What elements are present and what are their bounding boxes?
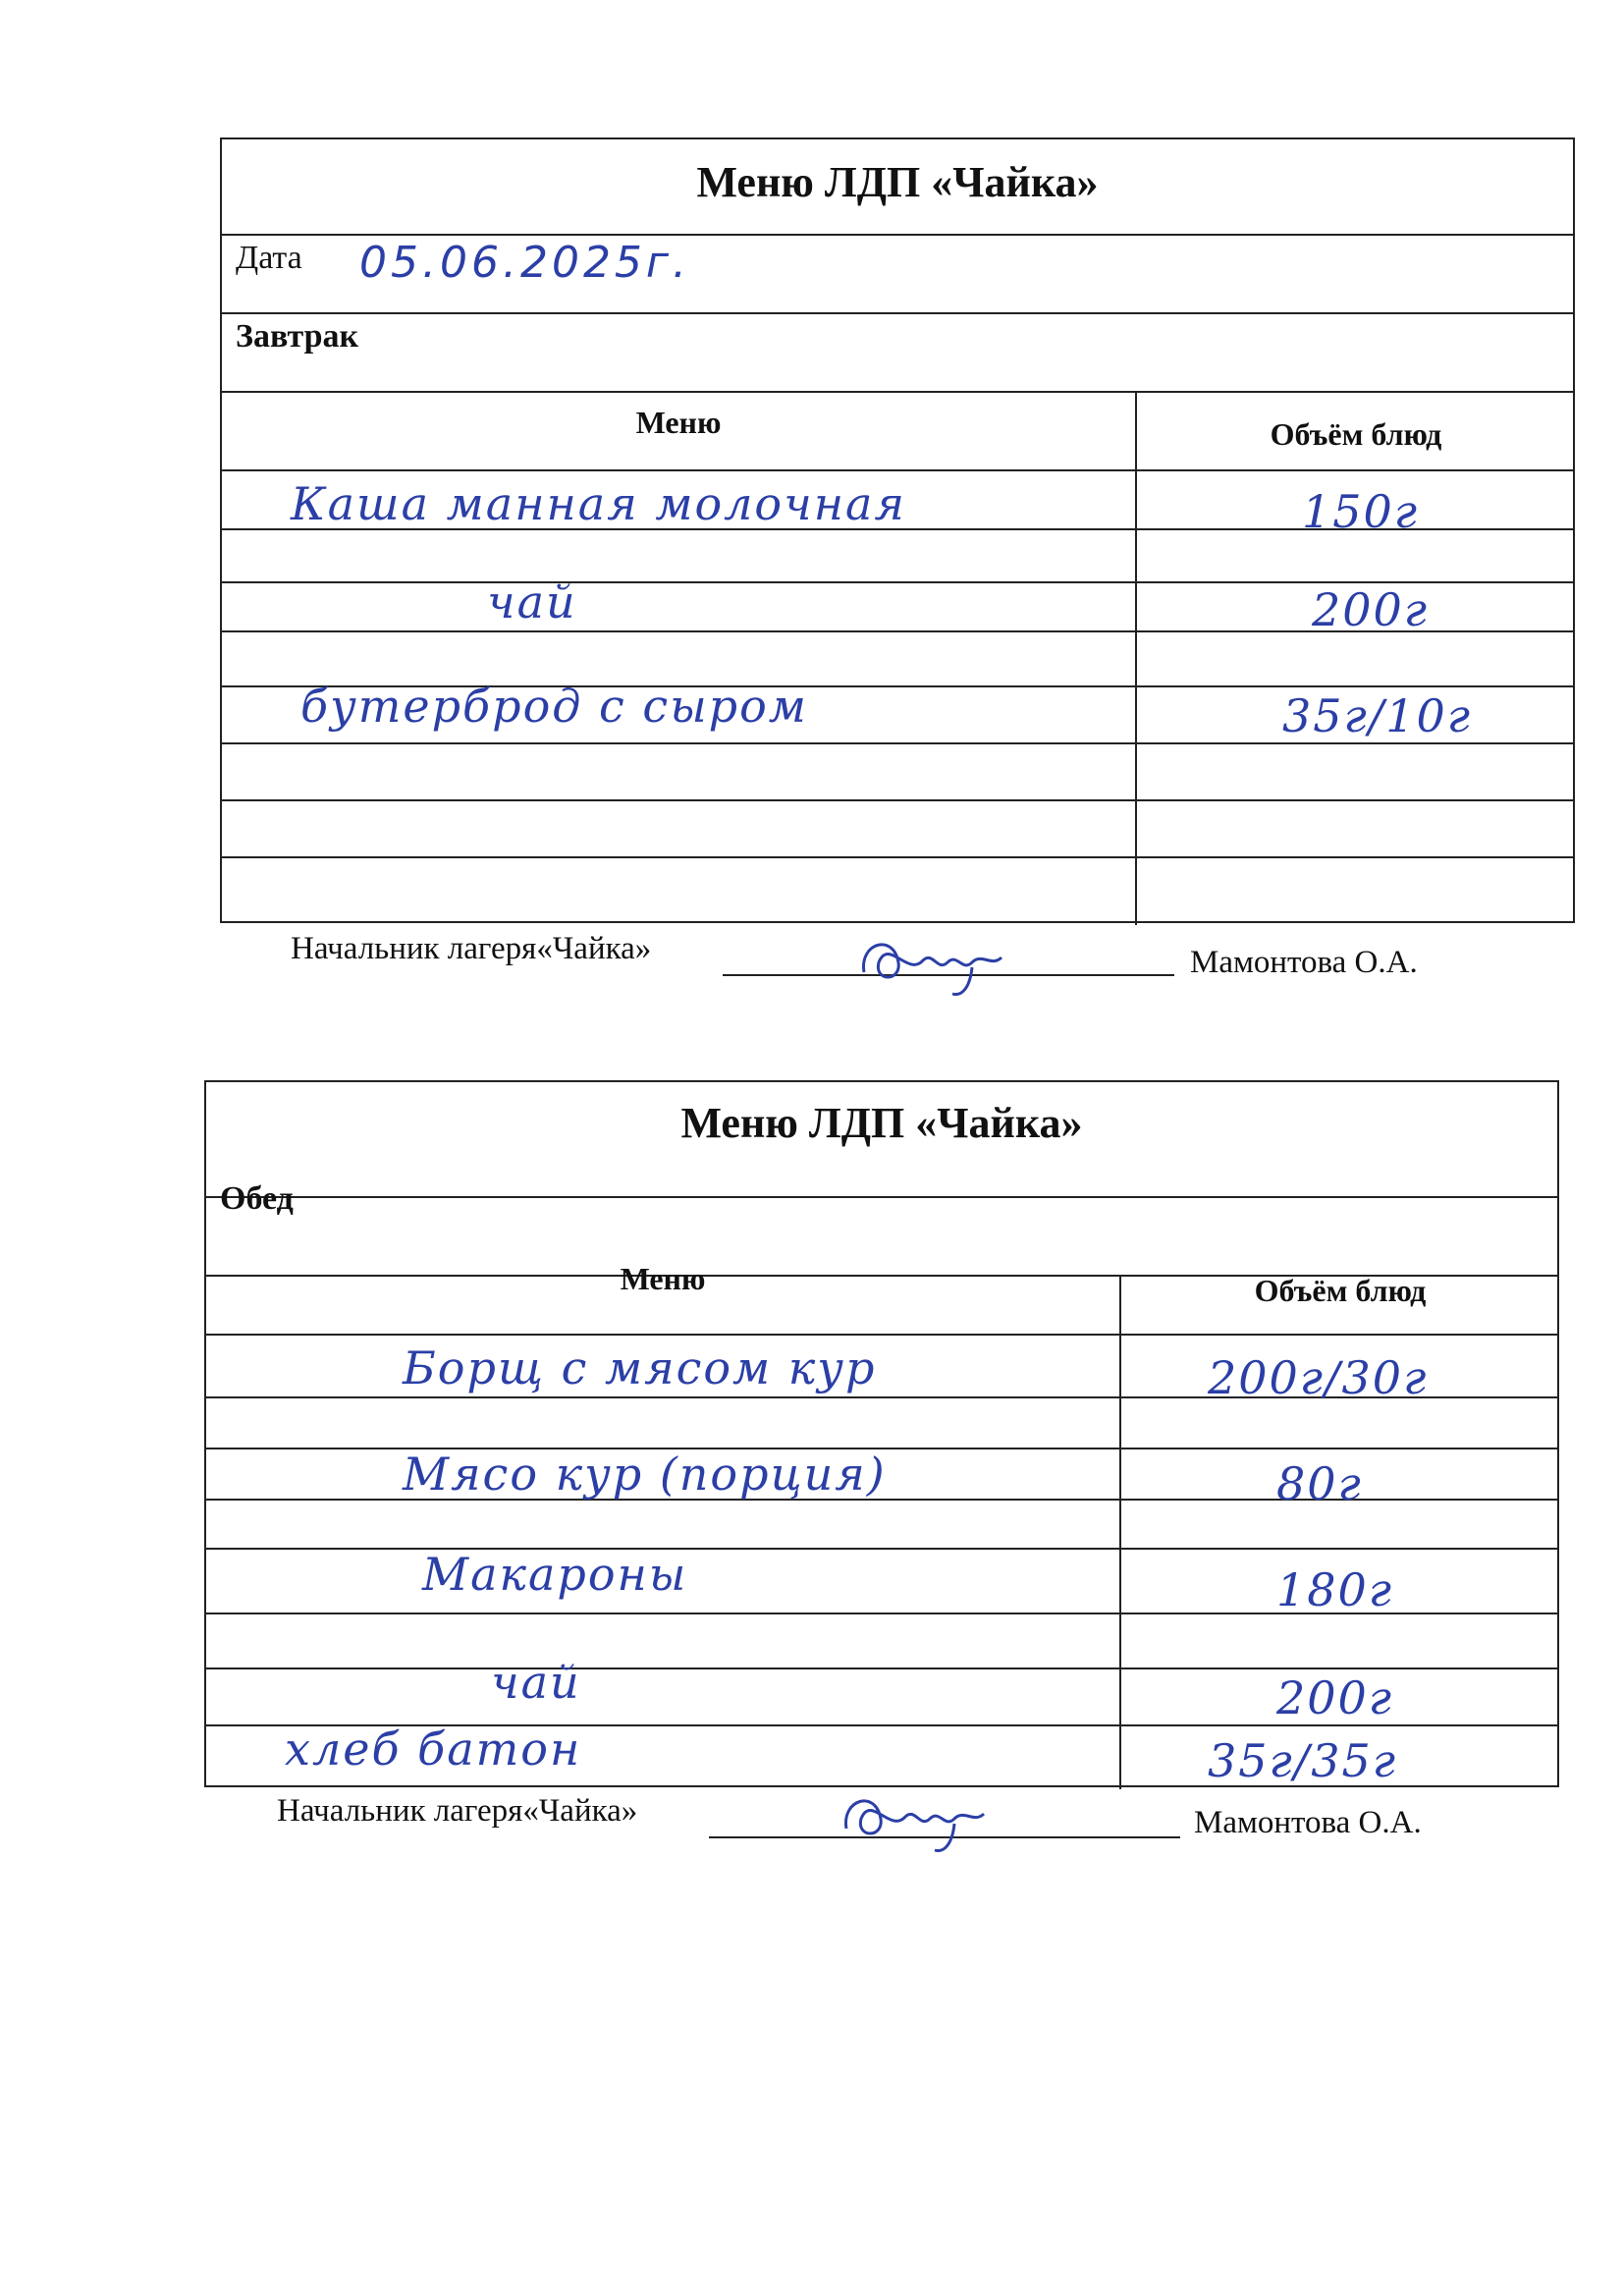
dish-cell: Каша манная молочная bbox=[291, 477, 906, 530]
meal-row-divider bbox=[222, 314, 1573, 393]
ruled-line bbox=[206, 1548, 1557, 1550]
dish-cell: бутерброд с сыром bbox=[300, 680, 808, 733]
volume-cell: 80г bbox=[1276, 1457, 1363, 1510]
column-header-volume: Объём блюд bbox=[1254, 1273, 1427, 1308]
column-divider bbox=[1135, 393, 1137, 925]
lunch-menu-form bbox=[204, 1080, 1559, 1787]
volume-cell: 150г bbox=[1302, 485, 1420, 538]
breakfast-form-title: Меню ЛДП «Чайка» bbox=[696, 158, 1099, 206]
column-header-volume: Объём блюд bbox=[1270, 416, 1442, 452]
column-divider bbox=[1119, 1277, 1121, 1789]
signature-label: Начальник лагеря«Чайка» bbox=[291, 931, 652, 966]
volume-cell: 35г/35г bbox=[1208, 1734, 1398, 1787]
dish-cell: чай bbox=[487, 575, 577, 629]
volume-cell: 200г bbox=[1276, 1671, 1394, 1724]
title-row-divider bbox=[222, 139, 1573, 236]
ruled-line bbox=[222, 856, 1573, 858]
date-value: 05.06.2025г. bbox=[359, 238, 691, 288]
ruled-line bbox=[222, 799, 1573, 801]
dish-cell: Мясо кур (порция) bbox=[403, 1448, 887, 1501]
meal-label-breakfast: Завтрак bbox=[236, 318, 359, 355]
signer-name: Мамонтова О.А. bbox=[1194, 1805, 1422, 1840]
ruled-line bbox=[206, 1667, 1557, 1669]
volume-cell: 200г/30г bbox=[1208, 1351, 1429, 1404]
date-row-divider bbox=[222, 236, 1573, 314]
column-header-menu: Меню bbox=[620, 1261, 706, 1296]
lunch-form-title: Меню ЛДП «Чайка» bbox=[680, 1099, 1083, 1147]
dish-cell: Борщ с мясом кур bbox=[403, 1341, 877, 1394]
header-row-divider bbox=[206, 1334, 1557, 1336]
meal-label-lunch: Обед bbox=[220, 1180, 294, 1217]
signer-name: Мамонтова О.А. bbox=[1190, 945, 1418, 980]
breakfast-menu-form bbox=[220, 137, 1575, 923]
volume-cell: 180г bbox=[1276, 1563, 1394, 1616]
handwritten-signature bbox=[854, 923, 1011, 1002]
title-row-divider bbox=[206, 1082, 1557, 1198]
volume-cell: 35г/10г bbox=[1282, 689, 1473, 742]
ruled-line bbox=[222, 742, 1573, 744]
header-row-divider bbox=[222, 469, 1573, 471]
date-label: Дата bbox=[236, 240, 302, 276]
dish-cell: хлеб батон bbox=[285, 1722, 582, 1776]
handwritten-signature bbox=[837, 1779, 994, 1858]
column-header-menu: Меню bbox=[635, 405, 722, 440]
signature-label: Начальник лагеря«Чайка» bbox=[277, 1793, 638, 1829]
dish-cell: чай bbox=[491, 1656, 581, 1709]
dish-cell: Макароны bbox=[422, 1548, 688, 1601]
volume-cell: 200г bbox=[1312, 583, 1430, 636]
